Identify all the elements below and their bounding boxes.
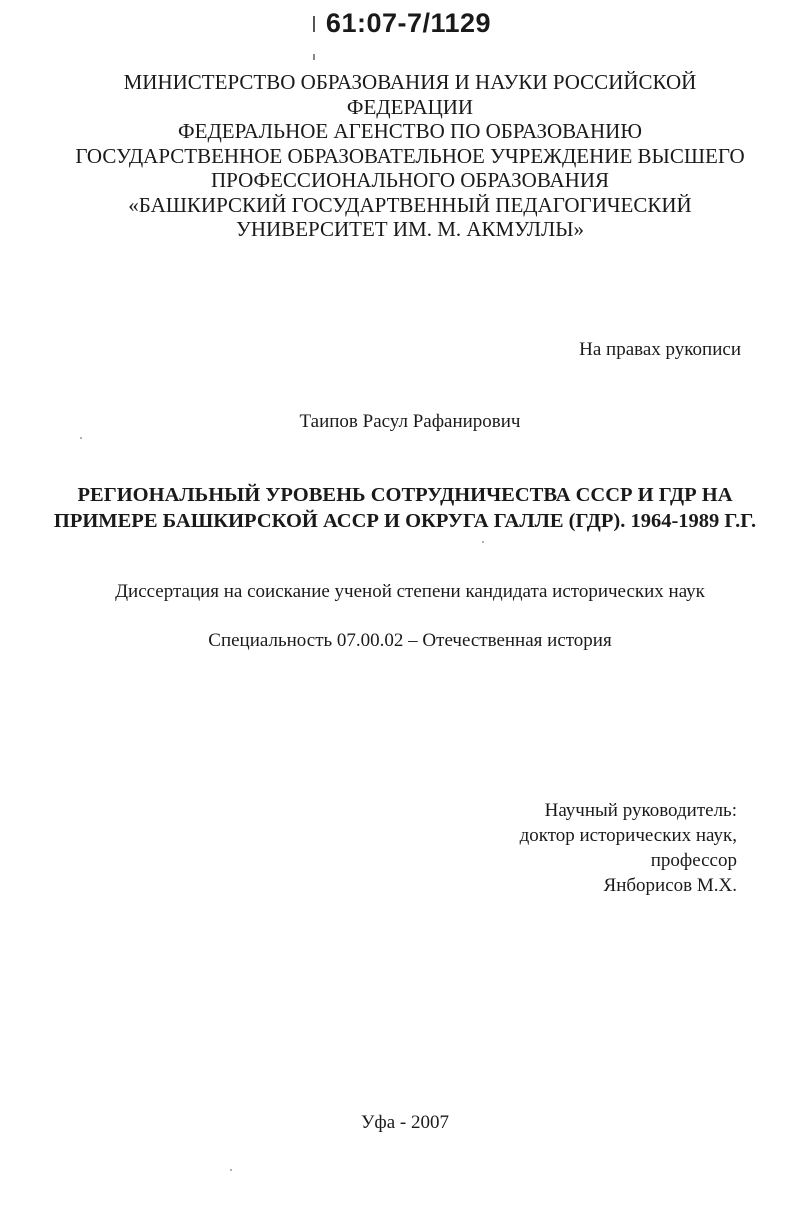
- scan-mark: [313, 54, 315, 60]
- manuscript-note: На правах рукописи: [579, 339, 741, 360]
- title-line: ПРИМЕРЕ БАШКИРСКОЙ АССР И ОКРУГА ГАЛЛЕ (ГДР). 1964-1989 Г.Г.: [53, 510, 757, 532]
- supervisor-line: доктор исторических наук,: [519, 825, 737, 846]
- author-name: Таипов Расул Рафанирович: [299, 411, 521, 432]
- degree-statement: Диссертация на соискание ученой степени кандидата исторических наук: [115, 581, 705, 602]
- archive-code: 61:07-7/1129: [325, 8, 492, 38]
- institution-line: УНИВЕРСИТЕТ ИМ. М. АКМУЛЛЫ»: [235, 217, 585, 241]
- specialty: Специальность 07.00.02 – Отечественная история: [208, 630, 612, 651]
- institution-line: ФЕДЕРАЦИИ: [346, 94, 474, 119]
- supervisor-line: Научный руководитель:: [544, 800, 737, 821]
- scan-speck: [80, 437, 82, 439]
- institution-line: ФЕДЕРАЛЬНОЕ АГЕНСТВО ПО ОБРАЗОВАНИЮ: [178, 119, 642, 143]
- title-line: РЕГИОНАЛЬНЫЙ УРОВЕНЬ СОТРУДНИЧЕСТВА СССР И ГДР НА: [77, 484, 733, 506]
- dissertation-title: [40, 482, 770, 534]
- institution-line: МИНИСТЕРСТВО ОБРАЗОВАНИЯ И НАУКИ РОССИЙСКОЙ: [123, 70, 697, 94]
- institution-header: [60, 70, 760, 242]
- institution-line: ГОСУДАРСТВЕННОЕ ОБРАЗОВАТЕЛЬНОЕ УЧРЕЖДЕНИЕ ВЫСШЕГО: [75, 143, 745, 168]
- scan-speck: [230, 1169, 232, 1171]
- institution-line: ПРОФЕССИОНАЛЬНОГО ОБРАЗОВАНИЯ: [210, 168, 609, 192]
- supervisor-block: [520, 798, 737, 898]
- place-year: Уфа - 2007: [360, 1112, 450, 1133]
- scan-speck: [482, 541, 484, 543]
- institution-line: «БАШКИРСКИЙ ГОСУДАРТВЕННЫЙ ПЕДАГОГИЧЕСКИЙ: [128, 192, 692, 217]
- supervisor-line: профессор: [650, 850, 737, 871]
- supervisor-line: Янборисов М.Х.: [603, 875, 737, 896]
